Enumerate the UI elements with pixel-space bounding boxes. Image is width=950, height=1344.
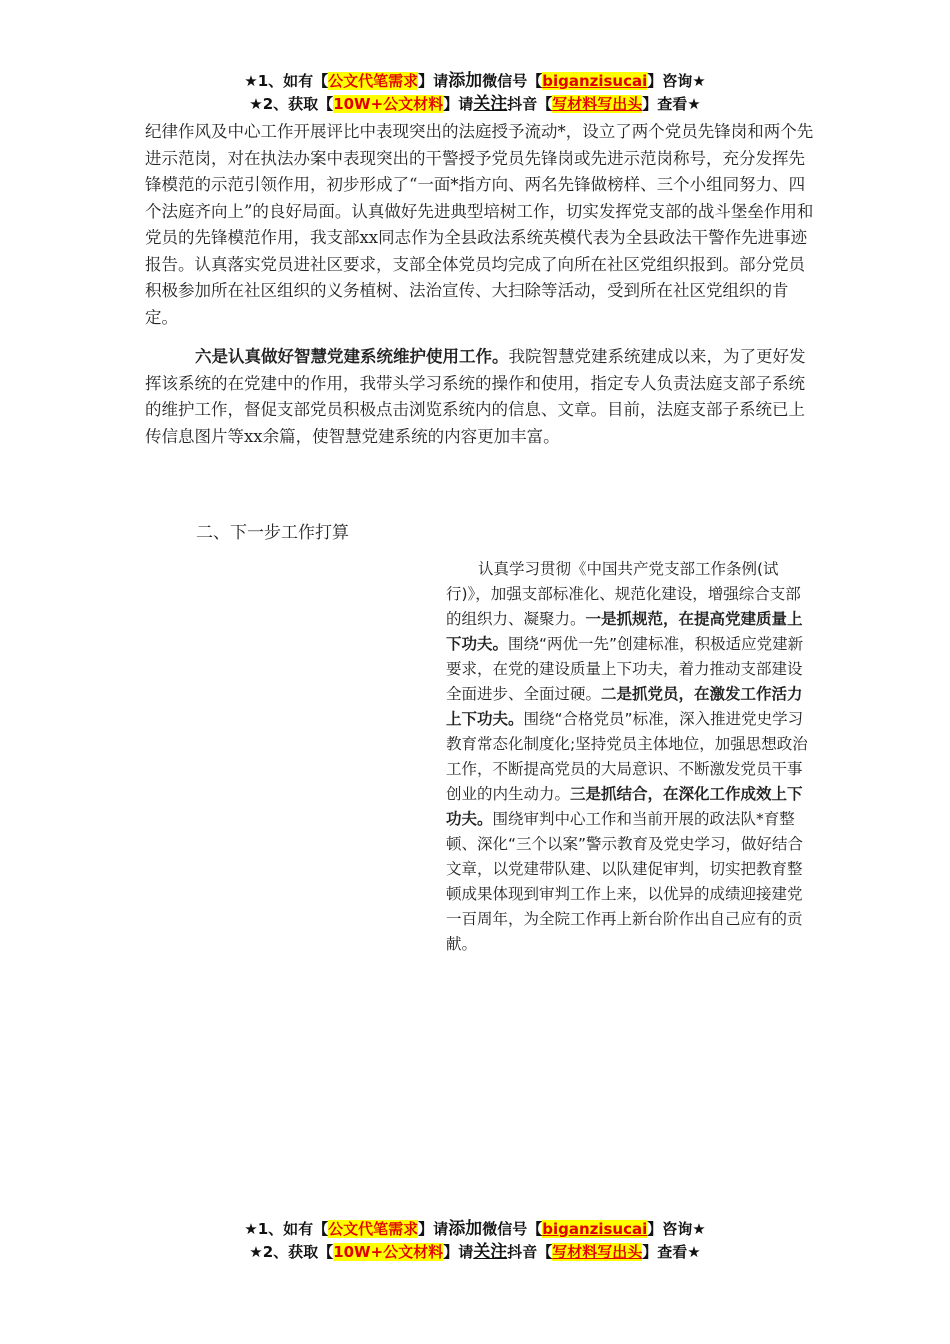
bottom-banner — [0, 1218, 950, 1264]
paragraph-2: 六是认真做好智慧党建系统维护使用工作。我院智慧党建系统建成以来，为了更好发挥该系统的在党建中的作用，我带头学习系统的操作和使用，指定专人负责法庭支部子系统的维护工作，督促支部党员积极点击浏览系统内的信息、文章。目前，法庭支部子系统已上传信息图片等xx余篇，使智慧党建系统的内容更加丰富。 — [145, 347, 806, 446]
banner-line-1: ★1、如有【公文代笔需求】请添加微信号【biganzisucai】咨询★ — [244, 71, 706, 91]
douyin-account-link[interactable]: 写材料写出头 — [552, 95, 643, 113]
paragraph-1: 纪律作风及中心工作开展评比中表现突出的法庭授予流动*，设立了两个党员先锋岗和两个先进示范岗，对在执法办案中表现突出的干警授予党员先锋岗或先进示范岗称号，充分发挥先锋模范的示范引领作用，初步形成了“一面*指方向、两名先锋做榜样、三个小组同努力、四个法庭齐向上”的良好局面。认真做好先进典型培树工作，切实发挥党支部的战斗堡垒作用和党员的先锋模范作用，我支部xx同志作为全县政法系统英模代表为全县政法干警作先进事迹报告。认真落实党员进社区要求，支部全体党员均完成了向所在社区党组织报到。部分党员积极参加所在社区组织的义务植树、法治宣传、大扫除等活动，受到所在社区党组织的肯定。 — [145, 122, 814, 327]
section-2-heading: 二、下一步工作打算 — [196, 523, 349, 543]
highlight-writing-service: 公文代笔需求 — [328, 72, 419, 90]
highlight-materials: 10W+公文材料 — [333, 1243, 444, 1261]
wechat-id-link[interactable]: biganzisucai — [542, 72, 648, 90]
banner-line-2: ★2、获取【10W+公文材料】请关注抖音【写材料写出头】查看★ — [249, 1242, 701, 1262]
body-text — [145, 119, 815, 450]
banner-line-2: ★2、获取【10W+公文材料】请关注抖音【写材料写出头】查看★ — [249, 94, 701, 114]
wechat-id-link[interactable]: biganzisucai — [542, 1220, 648, 1238]
douyin-account-link[interactable]: 写材料写出头 — [552, 1243, 643, 1261]
section-2-column — [446, 557, 811, 957]
highlight-materials: 10W+公文材料 — [333, 95, 444, 113]
top-banner — [0, 70, 950, 116]
section-2-paragraph: 认真学习贯彻《中国共产党支部工作条例(试行)》，加强支部标准化、规范化建设，增强综合支部的组织力、凝聚力。一是抓规范，在提高党建质量上下功夫。围绕“两优一先”创建标准，积极适应党建新要求，在党的建设质量上下功夫，着力推动支部建设全面进步、全面过硬。二是抓党员，在激发工作活力上下功夫。围绕“合格党员”标准，深入推进党史学习教育常态化制度化;坚持党员主体地位，加强思想政治工作，不断提高党员的大局意识、不断激发党员干事创业的内生动力。三是抓结合，在深化工作成效上下功夫。围绕审判中心工作和当前开展的政法队*育整顿、深化“三个以案”警示教育及党史学习，做好结合文章，以党建带队建、以队建促审判，切实把教育整顿成果体现到审判工作上来，以优异的成绩迎接建党一百周年，为全院工作再上新台阶作出自己应有的贡献。 — [446, 560, 808, 953]
highlight-writing-service: 公文代笔需求 — [328, 1220, 419, 1238]
paragraph-2-lead: 六是认真做好智慧党建系统维护使用工作。 — [195, 347, 509, 366]
banner-line-1: ★1、如有【公文代笔需求】请添加微信号【biganzisucai】咨询★ — [244, 1219, 706, 1239]
